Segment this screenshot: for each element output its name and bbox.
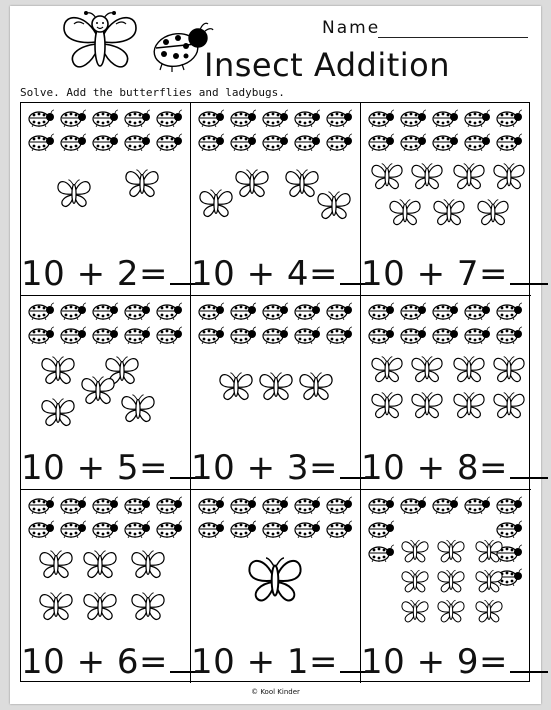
- butterfly-icon: [39, 396, 77, 432]
- ladybug-icon: [197, 133, 225, 151]
- ladybug-icon: [155, 302, 183, 320]
- name-write-line: [378, 37, 528, 38]
- butterfly-icon: [129, 590, 167, 626]
- ladybug-icon: [495, 109, 523, 127]
- butterfly-group: [195, 546, 357, 632]
- problem-cell: [21, 103, 191, 296]
- ladybug-icon: [229, 302, 257, 320]
- equation: [361, 253, 548, 295]
- butterfly-icon: [409, 354, 445, 388]
- butterfly-group: [365, 352, 527, 438]
- butterfly-icon: [473, 598, 505, 628]
- butterfly-icon: [233, 167, 271, 203]
- butterfly-group: [195, 352, 357, 438]
- ladybug-icon: [27, 133, 55, 151]
- ladybug-icon: [91, 520, 119, 538]
- ladybug-icon: [123, 133, 151, 151]
- ladybug-icon: [261, 496, 289, 514]
- butterfly-icon: [473, 538, 505, 568]
- ladybug-icon: [123, 496, 151, 514]
- ladybug-group: [25, 494, 187, 544]
- ladybug-icon: [399, 109, 427, 127]
- problem-cell: [191, 490, 361, 683]
- ladybug-group: [195, 107, 357, 157]
- ladybug-icon: [197, 326, 225, 344]
- problem-cell: [361, 490, 531, 683]
- ladybug-icon: [325, 109, 353, 127]
- problem-cell: [361, 296, 531, 489]
- answer-blank[interactable]: [510, 641, 548, 673]
- ladybug-icon: [197, 302, 225, 320]
- ladybug-icon: [431, 326, 459, 344]
- equation: [21, 447, 208, 488]
- ladybug-icon: [293, 326, 321, 344]
- ladybug-icon: [197, 520, 225, 538]
- butterfly-icon: [387, 197, 423, 231]
- problem-grid: [20, 102, 530, 682]
- ladybug-icon: [229, 109, 257, 127]
- ladybug-icon: [123, 109, 151, 127]
- butterfly-icon: [369, 390, 405, 424]
- butterfly-icon: [217, 370, 255, 406]
- ladybug-icon: [27, 496, 55, 514]
- butterfly-icon: [399, 568, 431, 598]
- ladybug-icon: [27, 109, 55, 127]
- problem-cell: [21, 296, 191, 489]
- ladybug-icon: [325, 326, 353, 344]
- ladybug-icon: [325, 133, 353, 151]
- ladybug-icon: [155, 109, 183, 127]
- butterfly-icon: [399, 538, 431, 568]
- butterfly-icon: [37, 590, 75, 626]
- ladybug-icon: [463, 302, 491, 320]
- ladybug-icon: [59, 109, 87, 127]
- ladybug-icon: [463, 109, 491, 127]
- butterfly-icon: [451, 354, 487, 388]
- ladybug-icon: [59, 326, 87, 344]
- ladybug-group: [25, 107, 187, 157]
- butterfly-icon: [197, 187, 235, 223]
- worksheet-page: [10, 6, 541, 704]
- butterfly-icon: [81, 590, 119, 626]
- ladybug-icon: [325, 520, 353, 538]
- butterfly-icon: [257, 370, 295, 406]
- ladybug-icon: [59, 496, 87, 514]
- ladybug-icon: [59, 520, 87, 538]
- butterfly-icon: [451, 161, 487, 195]
- equation-text: 10 + 3=: [191, 447, 338, 488]
- butterfly-icon: [475, 197, 511, 231]
- butterfly-icon: [369, 354, 405, 388]
- butterfly-icon: [37, 548, 75, 584]
- butterfly-icon: [435, 598, 467, 628]
- ladybug-icon: [27, 302, 55, 320]
- ladybug-icon: [399, 496, 427, 514]
- page-title: Insect Addition: [204, 46, 451, 84]
- problem-cell: [191, 296, 361, 489]
- butterfly-icon: [55, 177, 93, 213]
- ladybug-icon: [91, 302, 119, 320]
- butterfly-icon: [431, 197, 467, 231]
- ladybug-icon: [367, 133, 395, 151]
- butterfly-icon: [123, 167, 161, 203]
- butterfly-icon: [129, 548, 167, 584]
- ladybug-group: [365, 300, 527, 350]
- ladybug-icon: [59, 133, 87, 151]
- butterfly-group: [365, 536, 527, 622]
- equation-text: 10 + 2=: [21, 254, 168, 295]
- problem-cell: [21, 490, 191, 683]
- butterfly-icon: [81, 548, 119, 584]
- ladybug-icon: [367, 302, 395, 320]
- ladybug-icon: [431, 109, 459, 127]
- ladybug-icon: [155, 133, 183, 151]
- ladybug-icon: [399, 133, 427, 151]
- ladybug-icon: [197, 496, 225, 514]
- ladybug-icon: [367, 109, 395, 127]
- ladybug-icon: [463, 133, 491, 151]
- equation: [21, 253, 208, 295]
- equation-text: 10 + 4=: [191, 254, 338, 295]
- butterfly-icon: [79, 374, 117, 410]
- ladybug-icon: [495, 133, 523, 151]
- butterfly-icon: [409, 161, 445, 195]
- butterfly-icon: [297, 370, 335, 406]
- butterfly-group: [25, 546, 187, 632]
- equation: [191, 253, 378, 295]
- butterfly-group: [195, 159, 357, 245]
- ladybug-icon: [261, 520, 289, 538]
- ladybug-icon: [123, 326, 151, 344]
- answer-blank[interactable]: [510, 447, 548, 479]
- butterfly-icon: [399, 598, 431, 628]
- copyright-footer: © Kool Kinder: [251, 688, 300, 696]
- ladybug-icon: [463, 326, 491, 344]
- ladybug-icon: [229, 496, 257, 514]
- ladybug-icon: [293, 496, 321, 514]
- equation-text: 10 + 1=: [191, 641, 338, 682]
- ladybug-icon: [261, 302, 289, 320]
- ladybug-icon: [293, 302, 321, 320]
- ladybug-icon: [91, 496, 119, 514]
- problem-cell: [191, 103, 361, 296]
- equation: [191, 641, 378, 682]
- ladybug-icon: [123, 520, 151, 538]
- equation-text: 10 + 6=: [21, 641, 168, 682]
- ladybug-icon: [27, 520, 55, 538]
- butterfly-icon: [119, 392, 157, 428]
- butterfly-icon: [409, 390, 445, 424]
- butterfly-group: [25, 352, 187, 438]
- ladybug-icon: [293, 133, 321, 151]
- ladybug-icon: [91, 326, 119, 344]
- ladybug-icon: [229, 326, 257, 344]
- butterfly-logo-icon: [58, 10, 142, 72]
- butterfly-icon: [491, 390, 527, 424]
- ladybug-icon: [431, 133, 459, 151]
- ladybug-icon: [463, 496, 491, 514]
- ladybug-icon: [155, 520, 183, 538]
- butterfly-icon: [451, 390, 487, 424]
- ladybug-icon: [399, 326, 427, 344]
- equation: [191, 447, 378, 488]
- butterfly-group: [25, 159, 187, 245]
- ladybug-icon: [123, 302, 151, 320]
- ladybug-icon: [197, 109, 225, 127]
- ladybug-icon: [293, 520, 321, 538]
- butterfly-icon: [245, 552, 305, 610]
- ladybug-icon: [431, 302, 459, 320]
- ladybug-icon: [261, 109, 289, 127]
- ladybug-icon: [325, 302, 353, 320]
- equation-text: 10 + 8=: [361, 447, 508, 488]
- ladybug-group: [195, 300, 357, 350]
- butterfly-icon: [491, 161, 527, 195]
- instructions: Solve. Add the butterflies and ladybugs.: [20, 86, 285, 99]
- ladybug-icon: [495, 496, 523, 514]
- worksheet-header: [10, 6, 541, 99]
- ladybug-icon: [261, 133, 289, 151]
- ladybug-group: [25, 300, 187, 350]
- ladybug-icon: [261, 326, 289, 344]
- ladybug-group: [195, 494, 357, 544]
- equation-text: 10 + 9=: [361, 641, 508, 682]
- butterfly-icon: [435, 538, 467, 568]
- ladybug-group: [365, 107, 527, 157]
- ladybug-icon: [91, 133, 119, 151]
- equation: [361, 641, 548, 682]
- ladybug-icon: [91, 109, 119, 127]
- ladybug-icon: [155, 326, 183, 344]
- ladybug-icon: [229, 520, 257, 538]
- ladybug-icon: [325, 496, 353, 514]
- butterfly-icon: [435, 568, 467, 598]
- ladybug-icon: [495, 326, 523, 344]
- ladybug-icon: [155, 496, 183, 514]
- equation: [361, 447, 548, 488]
- ladybug-icon: [367, 326, 395, 344]
- answer-blank[interactable]: [510, 253, 548, 285]
- butterfly-icon: [39, 354, 77, 390]
- ladybug-icon: [59, 302, 87, 320]
- butterfly-icon: [491, 354, 527, 388]
- butterfly-icon: [315, 189, 353, 225]
- ladybug-icon: [229, 133, 257, 151]
- ladybug-icon: [367, 496, 395, 514]
- ladybug-icon: [495, 302, 523, 320]
- equation-text: 10 + 5=: [21, 447, 168, 488]
- butterfly-icon: [369, 161, 405, 195]
- butterfly-icon: [473, 568, 505, 598]
- name-label: Name: [322, 18, 381, 38]
- equation: [21, 641, 208, 682]
- problem-cell: [361, 103, 531, 296]
- ladybug-icon: [431, 496, 459, 514]
- ladybug-icon: [293, 109, 321, 127]
- butterfly-group: [365, 159, 527, 245]
- ladybug-icon: [399, 302, 427, 320]
- ladybug-icon: [27, 326, 55, 344]
- equation-text: 10 + 7=: [361, 254, 508, 295]
